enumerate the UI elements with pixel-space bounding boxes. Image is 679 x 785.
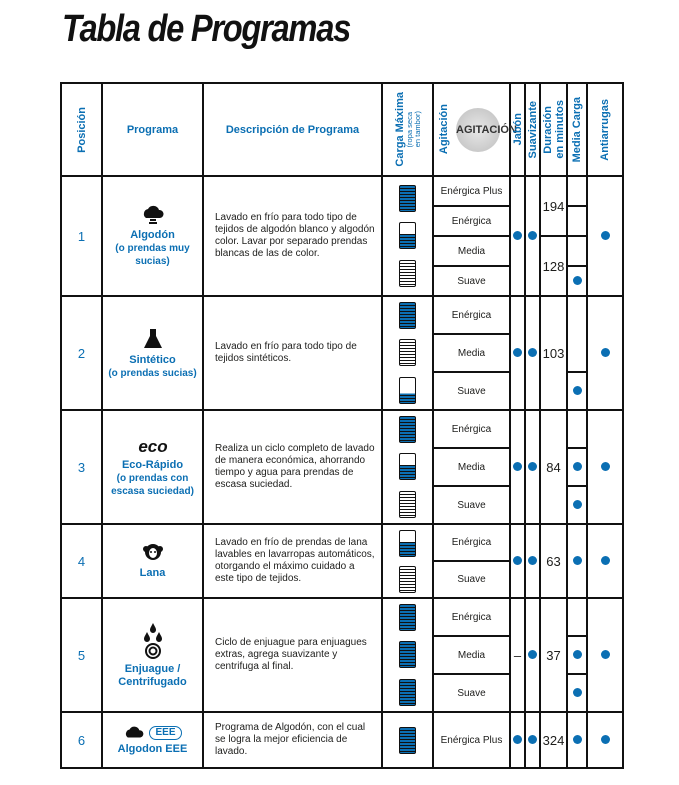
- check-dot: [573, 688, 582, 697]
- agitation-level: Enérgica: [433, 524, 510, 561]
- suavizante-cell: [525, 712, 540, 768]
- program-description: Ciclo de enjuague para enjuagues extras, agrega suavizante y centrifuga al final.: [203, 598, 382, 712]
- load-cell: [382, 176, 433, 296]
- program-description: Lavado en frío para todo tipo de tejidos sintéticos.: [203, 296, 382, 410]
- load-cell: [382, 524, 433, 598]
- antiarrugas-cell: [587, 712, 623, 768]
- jabon-cell: [510, 176, 525, 296]
- header-media-carga: Media Carga: [567, 83, 587, 176]
- check-dot: [513, 462, 522, 471]
- programs-table: [60, 82, 624, 769]
- program-name: Eco-Rápido: [121, 459, 184, 471]
- media-carga-cell: [567, 236, 587, 266]
- check-dot: [513, 735, 522, 744]
- check-dot: [573, 386, 582, 395]
- check-dot: [528, 348, 537, 357]
- media-carga-cell: [567, 372, 587, 410]
- check-dot: [573, 500, 582, 509]
- check-dot: [573, 556, 582, 565]
- row-position: 5: [61, 598, 102, 712]
- check-dot: [528, 735, 537, 744]
- duration: 324: [540, 712, 567, 768]
- check-dot: [528, 231, 537, 240]
- jabon-cell: [510, 410, 525, 524]
- header-jabon: Jabón: [510, 83, 525, 176]
- agitation-badge: AGITACIÓN: [456, 108, 500, 152]
- program-cell: [102, 296, 203, 410]
- program-description: Lavado en frío de prendas de lana lavables en lavarropas automáticos, otorgando el máximo cuidado a este tipo de tejidos.: [203, 524, 382, 598]
- check-dot: [573, 735, 582, 744]
- jabon-cell: [510, 524, 525, 598]
- row-position: 2: [61, 296, 102, 410]
- agitation-level: Enérgica: [433, 598, 510, 636]
- media-carga-cell: [567, 296, 587, 372]
- duration: 128: [540, 236, 567, 296]
- flask-icon: [142, 327, 164, 351]
- media-carga-cell: [567, 176, 587, 206]
- program-sub: (o prendas con escasa suciedad): [111, 473, 194, 497]
- agitation-level: Suave: [433, 561, 510, 598]
- media-carga-cell: [567, 636, 587, 674]
- program-name: Enjuague / Centrifugado: [118, 662, 187, 688]
- check-dot: [513, 556, 522, 565]
- suavizante-cell: [525, 176, 540, 296]
- water-drops-spin-icon: [141, 622, 165, 660]
- row-position: 1: [61, 176, 102, 296]
- header-agitacion: Agitación AGITACIÓN: [433, 83, 510, 176]
- row-position: 6: [61, 712, 102, 768]
- media-carga-cell: [567, 266, 587, 296]
- jabon-cell: [510, 296, 525, 410]
- program-description: Realiza un ciclo completo de lavado de manera económica, ahorrando tiempo y agua para prendas de escasa suciedad.: [203, 410, 382, 524]
- check-dot: [601, 650, 610, 659]
- program-name: Algodón: [130, 229, 175, 241]
- agitation-level: Suave: [433, 372, 510, 410]
- load-cell: [382, 598, 433, 712]
- check-dot: [601, 231, 610, 240]
- program-sub: (o prendas muy sucias): [115, 243, 190, 267]
- eco-icon: [136, 436, 170, 456]
- antiarrugas-cell: [587, 176, 623, 296]
- agitation-level: Enérgica: [433, 206, 510, 236]
- header-posicion: Posición: [61, 83, 102, 176]
- agitation-level: Suave: [433, 486, 510, 524]
- media-carga-cell: [567, 598, 587, 636]
- suavizante-cell: [525, 296, 540, 410]
- header-suavizante: Suavizante: [525, 83, 540, 176]
- header-carga: Carga Máxima (ropa seca en tambor): [382, 83, 433, 176]
- jabon-cell: –: [510, 598, 525, 712]
- check-dot: [601, 556, 610, 565]
- check-dot: [601, 735, 610, 744]
- duration: 84: [540, 410, 567, 524]
- check-dot: [601, 462, 610, 471]
- media-carga-cell: [567, 524, 587, 598]
- check-dot: [601, 348, 610, 357]
- media-carga-cell: [567, 712, 587, 768]
- load-cell: [382, 296, 433, 410]
- check-dot: [528, 462, 537, 471]
- check-dot: [573, 462, 582, 471]
- antiarrugas-cell: [587, 524, 623, 598]
- duration: 194: [540, 176, 567, 236]
- program-name: Lana: [139, 567, 166, 579]
- check-dot: [513, 231, 522, 240]
- program-cell: [102, 524, 203, 598]
- program-cell: [102, 598, 203, 712]
- header-descripcion: Descripción de Programa: [203, 83, 382, 176]
- agitation-level: Media: [433, 636, 510, 674]
- suavizante-cell: [525, 598, 540, 712]
- program-description: Lavado en frío para todo tipo de tejidos de algodón blanco y algodón color. Lavar por separado prendas blancas de las de color.: [203, 176, 382, 296]
- suavizante-cell: [525, 410, 540, 524]
- load-cell: [382, 410, 433, 524]
- sheep-icon: [140, 542, 166, 564]
- page-title: Tabla de Programas: [62, 8, 350, 50]
- agitation-level: Media: [433, 448, 510, 486]
- media-carga-cell: [567, 206, 587, 236]
- agitation-level: Enérgica: [433, 296, 510, 334]
- header-programa: Programa: [102, 83, 203, 176]
- check-dot: [528, 556, 537, 565]
- svg-text:eco: eco: [137, 437, 168, 456]
- header-antiarrugas: Antiarrugas: [587, 83, 623, 176]
- program-cell: [102, 712, 203, 768]
- program-name: Sintético: [129, 353, 176, 366]
- eee-badge: EEE: [149, 726, 181, 740]
- media-carga-cell: [567, 674, 587, 712]
- agitation-level: Enérgica Plus: [433, 712, 510, 768]
- media-carga-cell: [567, 486, 587, 524]
- load-cell: [382, 712, 433, 768]
- duration: 103: [540, 296, 567, 410]
- suavizante-cell: [525, 524, 540, 598]
- antiarrugas-cell: [587, 410, 623, 524]
- check-dot: [573, 650, 582, 659]
- check-dot: [573, 276, 582, 285]
- agitation-level: Enérgica Plus: [433, 176, 510, 206]
- agitation-level: Suave: [433, 674, 510, 712]
- jabon-cell: [510, 712, 525, 768]
- header-duracion: Duración en minutos: [540, 83, 567, 176]
- duration: 63: [540, 524, 567, 598]
- agitation-level: Media: [433, 236, 510, 266]
- media-carga-cell: [567, 410, 587, 448]
- row-position: 3: [61, 410, 102, 524]
- check-dot: [513, 348, 522, 357]
- antiarrugas-cell: [587, 598, 623, 712]
- agitation-level: Media: [433, 334, 510, 372]
- antiarrugas-cell: [587, 296, 623, 410]
- cotton-cloud-icon: [123, 725, 145, 741]
- program-description: Programa de Algodón, con el cual se logra la mejor eficiencia de lavado.: [203, 712, 382, 768]
- agitation-level: Suave: [433, 266, 510, 296]
- program-cell: [102, 410, 203, 524]
- program-cell: [102, 176, 203, 296]
- duration: 37: [540, 598, 567, 712]
- program-sub: (o prendas sucias): [108, 367, 197, 379]
- cotton-cloud-icon: [141, 204, 165, 226]
- media-carga-cell: [567, 448, 587, 486]
- row-position: 4: [61, 524, 102, 598]
- agitation-level: Enérgica: [433, 410, 510, 448]
- check-dot: [528, 650, 537, 659]
- program-name: Algodon EEE: [117, 742, 188, 755]
